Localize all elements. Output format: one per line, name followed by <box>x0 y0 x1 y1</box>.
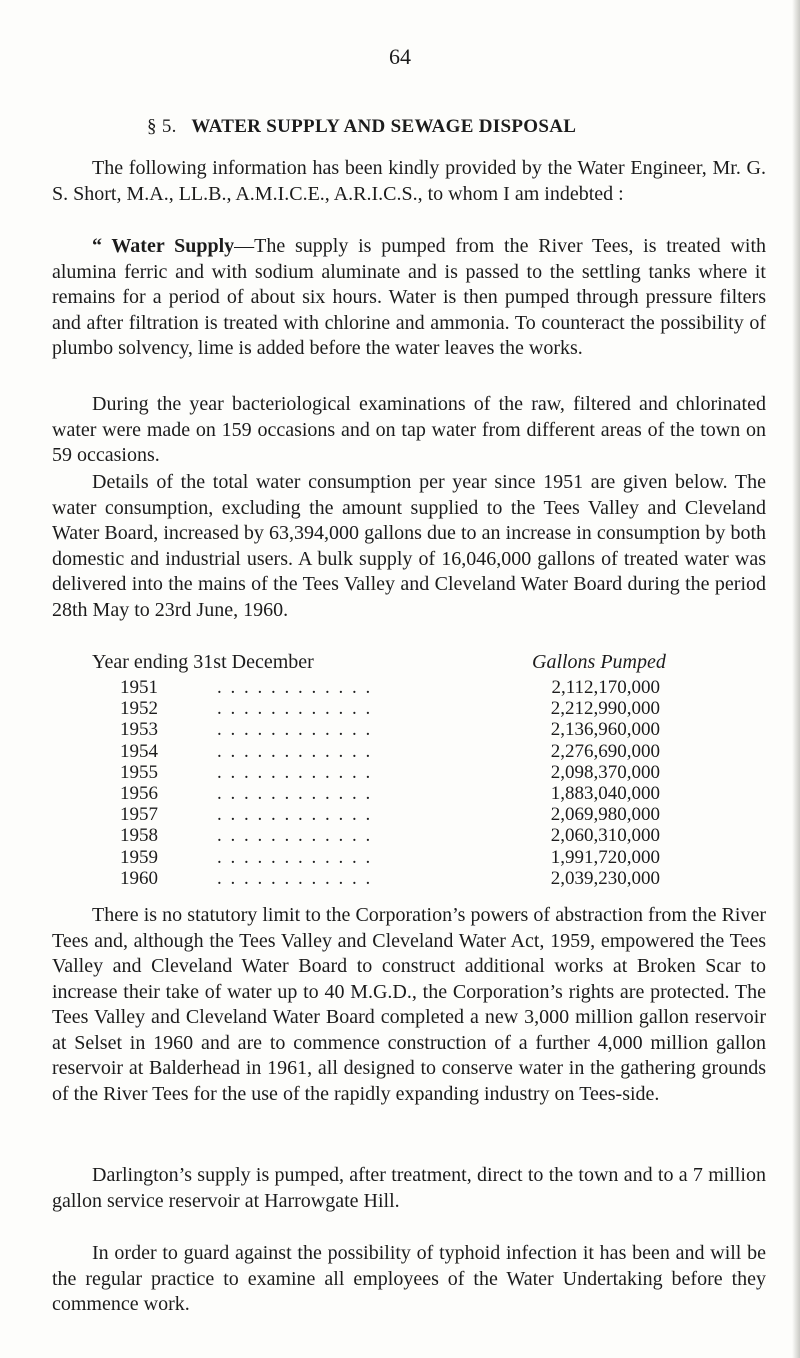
table-row <box>120 825 660 846</box>
table-row <box>120 677 660 698</box>
bacteriological-paragraph: During the year bacteriological examinations of the raw, filtered and chlorinated water were made on 159 occasions and on tap water from different areas of the town on 59 occasions. <box>52 393 766 466</box>
section-title: WATER SUPPLY AND SEWAGE DISPOSAL <box>191 116 577 137</box>
section-heading <box>147 116 576 138</box>
darlington-paragraph: Darlington’s supply is pumped, after treatment, direct to the town and to a 7 million gallon service reservoir at Harrowgate Hill. <box>52 1164 766 1212</box>
row-gallons: 2,212,990,000 <box>550 698 660 720</box>
table-row <box>120 847 660 868</box>
water-supply-body: —The supply is pumped from the River Tees, is treated with alumina ferric and with sodium aluminate and is passed to the settling tanks where it remains for a period of about six hours. Water is then pumped through pressure filters and after filtration is treated with chlorine and ammonia. To counteract the possibility of plumbo solvency, lime is added before the water leaves the works. <box>52 235 766 359</box>
table-header-year: Year ending 31st December <box>92 651 314 673</box>
row-leader: . . . . . . . . . . . . <box>217 677 373 698</box>
row-year: 1957 <box>120 804 158 826</box>
statutory-paragraph: There is no statutory limit to the Corporation’s powers of abstraction from the River Tees and, although the Tees Valley and Cleveland Water Act, 1959, empowered the Tees Valley and Cleveland Water Board to construct additional works at Broken Scar to increase their take of water up to 40 M.G.D., the Corporation’s rights are protected. The Tees Valley and Cleveland Water Board completed a new 3,000 million gallon reservoir at Selset in 1960 and are to commence construction of a further 4,000 million gallon reservoir at Balderhead in 1961, all designed to conserve water in the gathering grounds of the River Tees for the use of the rapidly expanding industry on Tees-side. <box>52 904 766 1105</box>
row-year: 1954 <box>120 740 158 762</box>
row-gallons: 2,098,370,000 <box>550 761 660 783</box>
row-year: 1956 <box>120 782 158 804</box>
table-row <box>120 762 660 783</box>
table-header-gallons: Gallons Pumped <box>532 651 666 673</box>
row-gallons: 2,136,960,000 <box>550 719 660 741</box>
row-leader: . . . . . . . . . . . . <box>217 782 373 804</box>
row-year: 1953 <box>120 719 158 741</box>
row-gallons: 2,276,690,000 <box>550 740 660 762</box>
table-row <box>120 868 660 889</box>
row-year: 1952 <box>120 698 158 720</box>
row-gallons: 1,883,040,000 <box>550 782 660 804</box>
row-leader: . . . . . . . . . . . . <box>217 867 373 889</box>
water-supply-lead: “ Water Supply <box>92 235 235 257</box>
page-number: 64 <box>389 44 411 69</box>
water-supply-paragraph <box>52 234 766 362</box>
page-edge-shadow <box>792 0 800 1358</box>
row-leader: . . . . . . . . . . . . <box>217 740 373 762</box>
intro-paragraph: The following information has been kindly provided by the Water Engineer, Mr. G. S. Short, M.A., LL.B., A.M.I.C.E., A.R.I.C.S., to whom I am indebted : <box>52 157 766 205</box>
row-year: 1959 <box>120 846 158 868</box>
table-row <box>120 741 660 762</box>
section-number: § 5. <box>147 116 177 137</box>
row-leader: . . . . . . . . . . . . <box>217 719 373 741</box>
table-row <box>120 783 660 804</box>
row-leader: . . . . . . . . . . . . <box>217 761 373 783</box>
row-year: 1955 <box>120 761 158 783</box>
row-gallons: 2,060,310,000 <box>550 825 660 847</box>
row-year: 1951 <box>120 677 158 698</box>
row-gallons: 2,039,230,000 <box>550 867 660 889</box>
consumption-table <box>120 677 660 889</box>
row-leader: . . . . . . . . . . . . <box>217 698 373 720</box>
row-leader: . . . . . . . . . . . . <box>217 804 373 826</box>
table-row <box>120 698 660 719</box>
row-leader: . . . . . . . . . . . . <box>217 846 373 868</box>
row-leader: . . . . . . . . . . . . <box>217 825 373 847</box>
row-gallons: 1,991,720,000 <box>550 846 660 868</box>
row-year: 1960 <box>120 867 158 889</box>
row-gallons: 2,112,170,000 <box>551 677 660 698</box>
table-row <box>120 804 660 825</box>
row-year: 1958 <box>120 825 158 847</box>
consumption-paragraph: Details of the total water consumption per year since 1951 are given below. The water consumption, excluding the amount supplied to the Tees Valley and Cleveland Water Board, increased by 63,394,000 gallons due to an increase in consumption by both domestic and industrial users. A bulk supply of 16,046,000 gallons of treated water was delivered into the mains of the Tees Valley and Cleveland Water Board during the period 28th May to 23rd June, 1960. <box>52 471 766 621</box>
row-gallons: 2,069,980,000 <box>550 804 660 826</box>
table-row <box>120 719 660 740</box>
typhoid-paragraph: In order to guard against the possibility of typhoid infection it has been and will be the regular practice to examine all employees of the Water Undertaking before they commence work. <box>52 1242 766 1315</box>
